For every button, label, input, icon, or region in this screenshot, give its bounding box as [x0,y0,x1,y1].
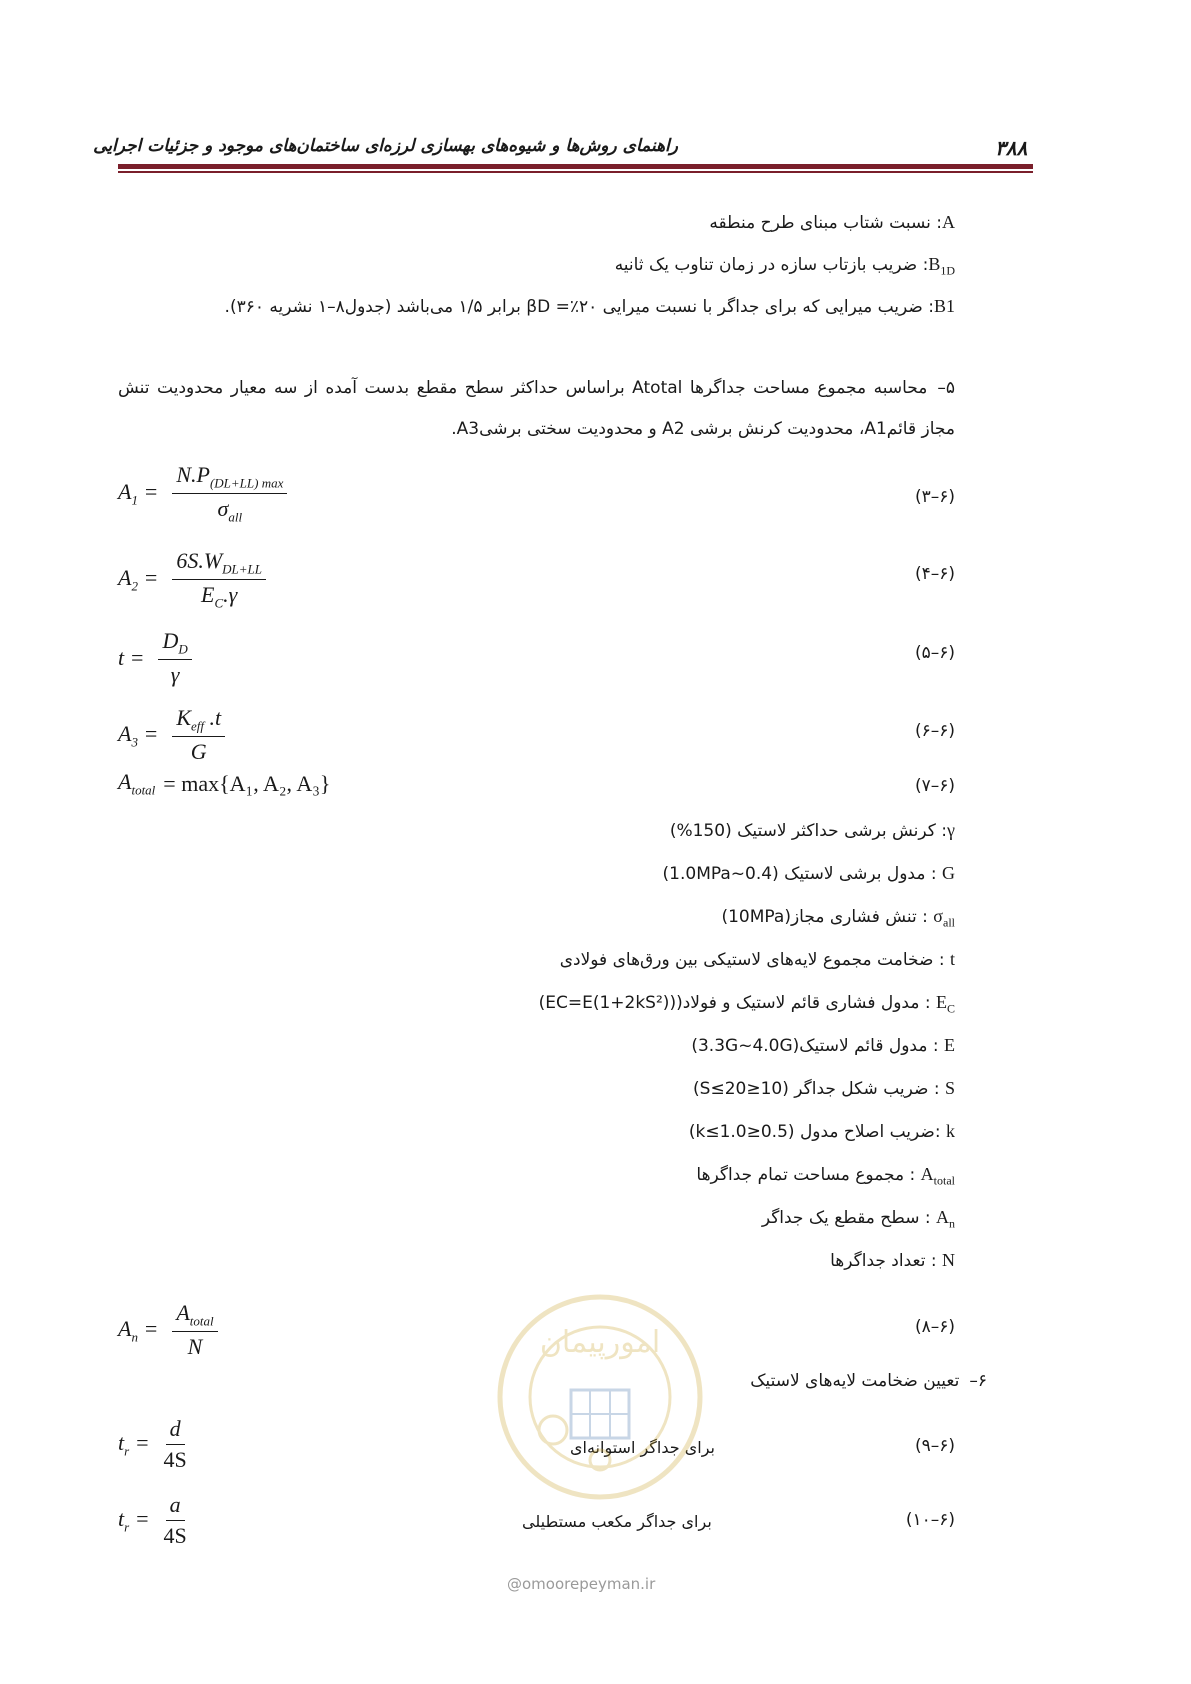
def-B1: B1: ضریب میرایی که برای جداگر با نسبت میرایی ۲۰٪= βD برابر ۱/۵ می‌باشد (جدول۸–۱ نشریه ۳۶۰). [224,296,955,317]
equation-6-3: $A_1$ = $\frac{N.P_{(DL+LL) max}}{\sigma_{all}}$ [118,462,287,526]
def-N: N : تعداد جداگرها [830,1250,955,1271]
def-gamma: γ: کرنش برشی حداکثر لاستیک (150%) [669,820,955,841]
def-E: E : مدول قائم لاستیک(3.3G~4.0G) [691,1035,955,1056]
def-A: A: نسبت شتاب مبنای طرح منطقه [709,212,955,233]
equation-6-10: $t_r$ = $\frac{a}{4S}$ [118,1492,187,1548]
equation-6-4: $A_2$ = $\frac{6S.W_{DL+LL}}{E_C.\gamma}$ [118,548,266,612]
equation-6-6: $A_3$ = $\frac{K_{eff} .t}{G}$ [118,705,225,765]
item-5-paragraph [118,368,955,450]
def-G: G : مدول برشی لاستیک (0.4~1.0MPa) [662,863,955,884]
equation-number-6-7: (۶–۷) [914,776,955,796]
equation-6-9: $t_r$ = $\frac{d}{4S}$ [118,1416,187,1472]
equation-6-7: $A_{total}$ = max{A₁, A₂, A₃} [118,769,331,798]
watermark-text: @omoorepeyman.ir [507,1575,656,1593]
def-B1D: $B_{1D}$: ضریب بازتاب سازه در زمان تناوب یک ثانیه [614,254,955,278]
def-k: k :ضریب اصلاح مدول (0.5≤k≤1.0) [688,1121,955,1142]
def-S: S : ضریب شکل جداگر (10≤S≤20) [693,1078,955,1099]
item-6-heading [750,1371,987,1391]
item-6-text: تعیین ضخامت لایه‌های لاستیک [750,1371,960,1391]
def-t: t : ضخامت مجموع لایه‌های لاستیکی بین ورق‌های فولادی [559,949,955,970]
def-A-total: $A_{total}$ : مجموع مساحت تمام جداگرها [696,1164,955,1188]
def-Ec: $E_C$ : مدول فشاری قائم لاستیک و فولاد((EC=E(1+2kS²)) [538,992,955,1016]
watermark-logo [493,1290,707,1504]
def-An: $A_n$ : سطح مقطع یک جداگر [761,1207,955,1231]
note-cylindrical-isolator: برای جداگر استوانه‌ای [570,1438,715,1457]
note-rectangular-isolator: برای جداگر مکعب مستطیلی [522,1512,712,1531]
item-5-text: محاسبه مجموع مساحت جداگرها Atotal براساس حداکثر سطح مقطع بدست آمده از سه معیار محدودیت تنش مجاز قائمA1، محدودیت کرنش برشی A2 و محدودیت سختی برشیA3. [118,378,955,439]
equation-number-6-9: (۶–۹) [914,1436,955,1456]
equation-number-6-6: (۶–۶) [914,721,955,741]
running-header-title: راهنمای روش‌ها و شیوه‌های بهسازی لرزه‌ای ساختمان‌های موجود و جزئیات اجرایی [93,136,678,156]
equation-6-8: $A_n$ = $\frac{A_{total}}{N}$ [118,1300,218,1360]
header-rule-thin [118,171,1033,173]
equation-number-6-10: (۶–۱۰) [905,1510,955,1530]
def-sigma-all: $\sigma_{all}$ : تنش فشاری مجاز(10MPa) [721,906,955,930]
equation-number-6-8: (۶–۸) [914,1317,955,1337]
page-number: ۳۸۸ [995,136,1028,160]
equation-number-6-5: (۶–۵) [914,643,955,663]
svg-text:امورپیمان: امورپیمان [539,1325,661,1360]
header-rule-thick [118,164,1033,169]
equation-number-6-4: (۶–۴) [914,564,955,584]
equation-6-5: t = $\frac{D_D}{\gamma}$ [118,628,192,688]
equation-number-6-3: (۶–۳) [914,487,955,507]
item-5-number: ۵– [937,378,955,398]
item-6-number: ۶– [969,1371,987,1391]
